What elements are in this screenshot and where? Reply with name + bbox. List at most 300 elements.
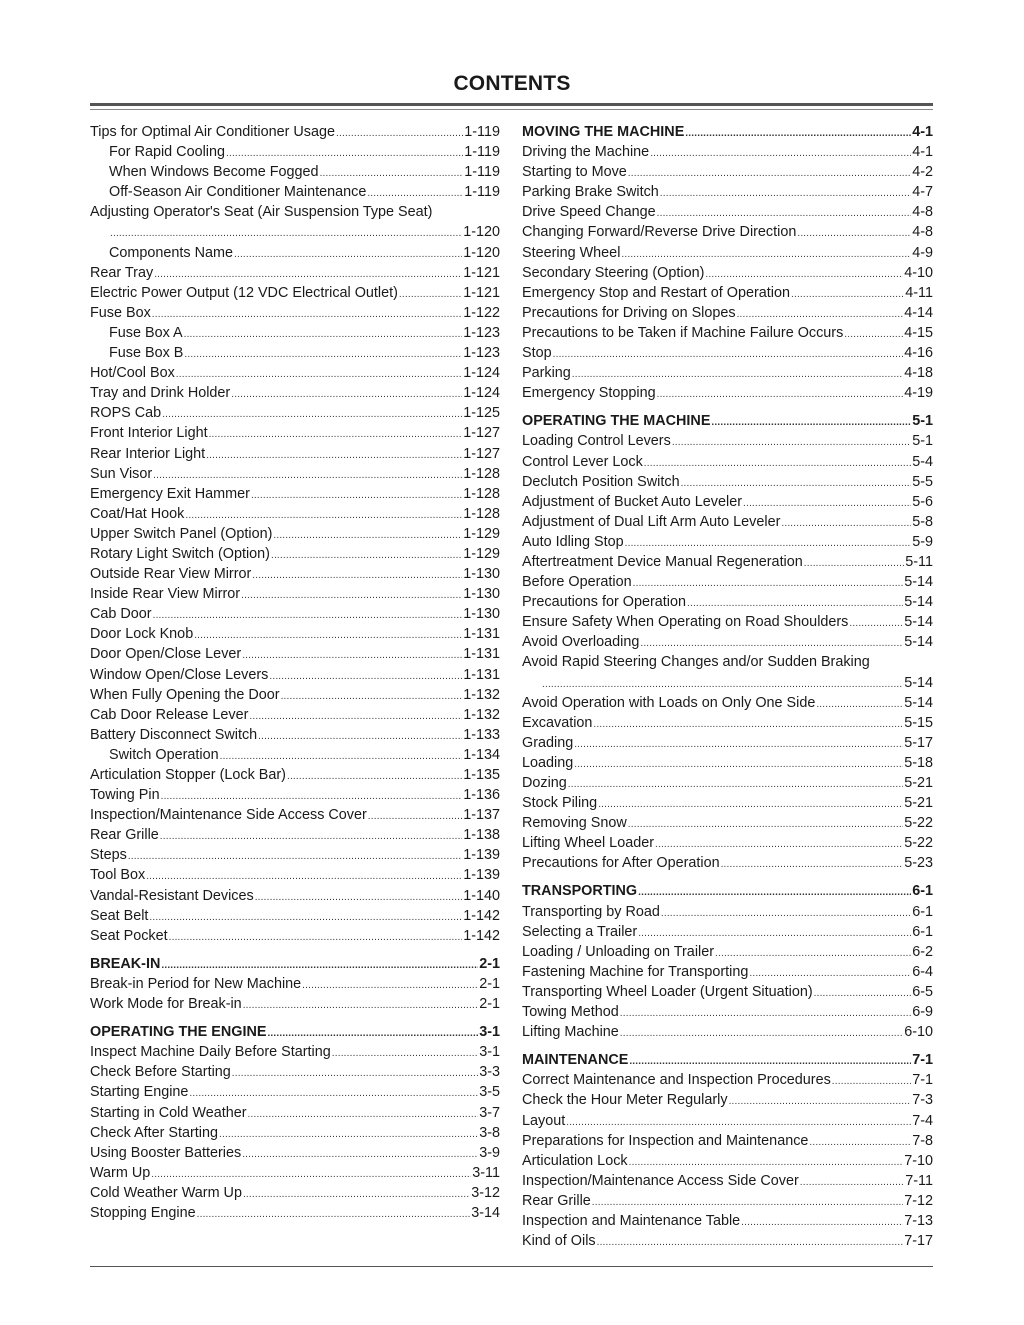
toc-entry-title: Check the Hour Meter Regularly (522, 1092, 728, 1109)
toc-entry-title: Coat/Hat Hook (90, 505, 185, 522)
toc-page-number: 1-127 (463, 425, 500, 442)
toc-entry (90, 886, 500, 906)
toc-entry-title: Outside Rear View Mirror (90, 566, 252, 583)
toc-page-number: 5-18 (904, 754, 933, 771)
toc-entry (90, 1062, 500, 1082)
dot-leader (234, 245, 462, 265)
dot-leader (242, 1145, 478, 1165)
dot-leader (655, 835, 903, 855)
toc-page-number: 1-119 (464, 144, 500, 161)
toc-page-number: 4-8 (912, 204, 933, 221)
toc-entry (522, 962, 933, 982)
toc-page-number: 3-7 (479, 1104, 500, 1121)
toc-entry (522, 472, 933, 492)
dot-leader (592, 1193, 903, 1213)
dot-leader (681, 474, 912, 494)
toc-left-column (90, 122, 500, 1223)
toc-entry (522, 572, 933, 592)
toc-entry-title: Precautions to be Taken if Machine Failure Occurs (522, 324, 844, 341)
dot-leader (729, 1092, 912, 1112)
dot-leader (711, 413, 911, 433)
toc-page-number: 3-8 (479, 1124, 500, 1141)
toc-page-number: 5-11 (905, 553, 933, 570)
toc-page-number: 1-130 (463, 586, 500, 603)
toc-page-number: 5-23 (904, 855, 933, 872)
toc-entry-title: Excavation (522, 714, 593, 731)
toc-page-number: 1-119 (464, 164, 500, 181)
dot-leader (657, 204, 912, 224)
dot-leader (185, 506, 462, 526)
dot-leader (781, 514, 911, 534)
toc-page-number: 1-142 (463, 907, 500, 924)
toc-page-number: 4-14 (904, 304, 933, 321)
toc-page-number: 4-16 (904, 345, 933, 362)
toc-section-heading (90, 954, 500, 974)
toc-page-number: 5-6 (912, 493, 933, 510)
toc-page-number: 5-22 (904, 815, 933, 832)
toc-page-number: 3-1 (479, 1044, 500, 1061)
toc-page-number: 1-124 (463, 365, 500, 382)
toc-entry (522, 1231, 933, 1251)
toc-entry (90, 363, 500, 383)
toc-page-number: 7-10 (904, 1152, 933, 1169)
toc-page-number: 7-3 (912, 1092, 933, 1109)
toc-entry (90, 926, 500, 946)
toc-entry-title: Dozing (522, 775, 567, 791)
toc-entry-title: Rear Tray (90, 264, 154, 281)
toc-page-number: 1-128 (463, 465, 500, 482)
toc-entry-title: Tray and Drink Holder (90, 385, 231, 402)
toc-entry-title: Adjusting Operator's Seat (Air Suspension Type Seat) (90, 204, 433, 221)
dot-leader (625, 534, 912, 554)
toc-entry (90, 202, 500, 222)
toc-entry (522, 1111, 933, 1131)
toc-entry (522, 813, 933, 833)
toc-right-column (522, 122, 933, 1251)
toc-page-number: 1-131 (463, 646, 500, 663)
dot-leader (220, 747, 463, 767)
toc-entry-title: Grading (522, 734, 574, 751)
toc-entry (90, 403, 500, 423)
toc-page-number: 1-128 (463, 485, 500, 502)
dot-leader (593, 715, 903, 735)
toc-entry (90, 564, 500, 584)
toc-entry (90, 994, 500, 1014)
dot-leader (598, 795, 903, 815)
toc-page-number: 1-133 (463, 726, 500, 743)
toc-entry-title: Rear Grille (90, 827, 159, 844)
toc-entry (90, 283, 500, 303)
toc-page-number: 7-1 (912, 1052, 933, 1069)
dot-leader (715, 944, 911, 964)
top-rule-thin (90, 109, 933, 110)
toc-entry-title: Vandal-Resistant Devices (90, 887, 254, 904)
toc-entry (522, 793, 933, 813)
toc-entry (90, 1143, 500, 1163)
toc-page-number: 1-130 (463, 606, 500, 623)
dot-leader (629, 1153, 904, 1173)
dot-leader (169, 928, 463, 948)
toc-entry-title: Emergency Stopping (522, 385, 656, 402)
toc-page-number: 4-7 (912, 184, 933, 201)
dot-leader (638, 924, 911, 944)
toc-entry (90, 604, 500, 624)
toc-entry-title: Ensure Safety When Operating on Road Shoulders (522, 614, 849, 631)
toc-entry-title: Adjustment of Dual Lift Arm Auto Leveler (522, 513, 781, 530)
toc-page-number: 1-120 (463, 224, 500, 241)
toc-page-number: 1-132 (463, 706, 500, 723)
toc-page-number: 7-11 (905, 1172, 933, 1189)
toc-entry-title: Tool Box (90, 867, 146, 884)
toc-page-number: 5-14 (904, 694, 933, 711)
toc-entry-title: Starting to Move (522, 164, 627, 181)
dot-leader (629, 1052, 911, 1072)
toc-entry (522, 243, 933, 263)
toc-entry (522, 1191, 933, 1211)
toc-page-number: 7-17 (904, 1233, 933, 1250)
dot-leader (209, 425, 463, 445)
toc-entry-title: Sun Visor (90, 465, 153, 482)
toc-entry (522, 1171, 933, 1191)
toc-page-number: 2-1 (479, 955, 500, 972)
dot-leader (816, 695, 903, 715)
toc-entry (522, 343, 933, 363)
toc-entry-title: Emergency Stop and Restart of Operation (522, 284, 790, 301)
toc-entry (522, 753, 933, 773)
toc-entry (522, 773, 933, 793)
toc-page-number: 1-130 (463, 566, 500, 583)
toc-entry-title: MOVING THE MACHINE (522, 124, 685, 140)
toc-entry (90, 845, 500, 865)
dot-leader (628, 815, 903, 835)
toc-entry-title: Loading Control Levers (522, 433, 671, 450)
dot-leader (184, 345, 462, 365)
toc-entry (522, 612, 933, 632)
toc-page-number: 4-11 (905, 284, 933, 301)
dot-leader (741, 1213, 903, 1233)
toc-entry (90, 825, 500, 845)
dot-leader (568, 775, 903, 795)
toc-page-number: 1-127 (463, 445, 500, 462)
toc-entry (522, 303, 933, 323)
dot-leader (255, 888, 462, 908)
dot-leader (638, 883, 911, 903)
toc-entry-title: Steps (90, 847, 127, 864)
dot-leader (320, 164, 464, 184)
toc-entry (522, 383, 933, 403)
toc-entry-title: Front Interior Light (90, 425, 208, 442)
dot-leader (661, 904, 911, 924)
toc-page-number: 1-120 (463, 244, 500, 261)
toc-entry-title: Preparations for Inspection and Maintenance (522, 1132, 809, 1149)
toc-entry (522, 1070, 933, 1090)
toc-page-number: 1-128 (463, 505, 500, 522)
toc-entry-title: Fuse Box A (109, 324, 183, 341)
toc-entry (90, 865, 500, 885)
dot-leader (161, 956, 478, 976)
toc-entry (522, 1022, 933, 1042)
toc-page-number: 6-1 (912, 903, 933, 920)
toc-section-heading (522, 122, 933, 142)
toc-page-number: 6-10 (904, 1024, 933, 1041)
toc-entry-title: Precautions for Driving on Slopes (522, 304, 736, 321)
dot-leader (248, 1105, 479, 1125)
dot-leader (258, 727, 462, 747)
toc-page-number: 5-14 (904, 594, 933, 611)
toc-entry (90, 243, 500, 263)
toc-entry (90, 805, 500, 825)
toc-entry-title: Kind of Oils (522, 1233, 596, 1250)
toc-entry (90, 1203, 500, 1223)
toc-entry (90, 323, 500, 343)
toc-entry (522, 202, 933, 222)
dot-leader (269, 667, 462, 687)
toc-entry-title: Precautions for After Operation (522, 855, 720, 872)
toc-entry (90, 1163, 500, 1183)
toc-entry (522, 632, 933, 652)
toc-page-number: 5-14 (904, 574, 933, 591)
toc-page-number: 6-2 (912, 943, 933, 960)
toc-page-number: 7-8 (912, 1132, 933, 1149)
toc-entry (90, 624, 500, 644)
toc-entry-title: Seat Pocket (90, 927, 168, 944)
toc-page-number: 1-124 (463, 385, 500, 402)
toc-entry (90, 484, 500, 504)
toc-entry-title: OPERATING THE MACHINE (522, 413, 711, 430)
dot-leader (620, 1004, 911, 1024)
toc-entry-title: Correct Maintenance and Inspection Procedures (522, 1072, 831, 1089)
toc-entry (90, 504, 500, 524)
toc-entry (90, 464, 500, 484)
toc-entry (522, 922, 933, 942)
toc-entry-title: Emergency Exit Hammer (90, 485, 250, 502)
toc-entry (90, 665, 500, 685)
toc-entry-title: Lifting Wheel Loader (522, 835, 654, 852)
toc-entry (522, 652, 933, 672)
toc-entry-title: Rear Grille (522, 1192, 591, 1209)
toc-page-number: 4-18 (904, 365, 933, 382)
toc-page-number: 1-142 (463, 927, 500, 944)
toc-entry (90, 685, 500, 705)
toc-entry-title: Check Before Starting (90, 1064, 231, 1081)
dot-leader (633, 574, 904, 594)
toc-entry (90, 1042, 500, 1062)
dot-leader (302, 976, 478, 996)
toc-entry (522, 452, 933, 472)
toc-page-number: 7-12 (904, 1192, 933, 1209)
dot-leader (161, 787, 463, 807)
dot-leader (809, 1133, 911, 1153)
toc-entry-title: Fuse Box B (109, 345, 184, 362)
toc-entry (90, 343, 500, 363)
toc-entry-title: Transporting Wheel Loader (Urgent Situation) (522, 983, 813, 1000)
dot-leader (271, 546, 462, 566)
toc-entry (522, 263, 933, 283)
toc-entry (90, 524, 500, 544)
toc-entry-title: Starting in Cold Weather (90, 1104, 247, 1121)
dot-leader (721, 855, 904, 875)
toc-section-heading (522, 881, 933, 901)
toc-entry-title: Inside Rear View Mirror (90, 586, 241, 603)
dot-leader (242, 646, 462, 666)
toc-entry-title: Using Booster Batteries (90, 1144, 242, 1161)
dot-leader (367, 184, 463, 204)
toc-entry (90, 765, 500, 785)
dot-leader (737, 305, 904, 325)
toc-entry-title: Stop (522, 345, 552, 362)
toc-entry-title: Control Lever Lock (522, 453, 643, 470)
toc-entry-title: Towing Method (522, 1004, 619, 1021)
toc-entry (522, 1090, 933, 1110)
dot-leader (657, 385, 904, 405)
toc-entry-title: Declutch Position Switch (522, 473, 680, 490)
toc-entry-title: Precautions for Operation (522, 594, 686, 611)
toc-entry-title: Articulation Stopper (Lock Bar) (90, 767, 286, 783)
toc-entry-title: Articulation Lock (522, 1152, 628, 1169)
dot-leader (844, 325, 903, 345)
toc-entry (90, 444, 500, 464)
dot-leader (189, 1084, 478, 1104)
dot-leader (574, 735, 903, 755)
toc-entry-title: Loading / Unloading on Trailer (522, 943, 715, 960)
toc-page-number: 1-121 (463, 264, 500, 281)
toc-entry (90, 182, 500, 202)
toc-entry (90, 745, 500, 765)
toc-entry-title: Starting Engine (90, 1084, 189, 1101)
toc-entry (522, 1002, 933, 1022)
dot-leader (749, 964, 911, 984)
toc-entry-title: Before Operation (522, 574, 632, 591)
toc-entry-title: Aftertreatment Device Manual Regeneration (522, 553, 803, 570)
toc-entry (90, 162, 500, 182)
toc-entry-title: Drive Speed Change (522, 204, 656, 221)
dot-leader (110, 224, 462, 244)
toc-page-number: 1-137 (463, 807, 500, 824)
toc-page-number: 5-1 (912, 433, 933, 450)
toc-page-number: 3-12 (471, 1184, 500, 1201)
toc-entry-title: Work Mode for Break-in (90, 996, 242, 1013)
toc-page-number: 5-5 (912, 473, 933, 490)
toc-page-number: 1-131 (463, 666, 500, 683)
toc-entry (90, 974, 500, 994)
toc-page-number: 7-4 (912, 1112, 933, 1129)
dot-leader (153, 606, 463, 626)
toc-entry-title: Cab Door Release Lever (90, 706, 249, 723)
toc-page-number: 5-14 (904, 674, 933, 691)
dot-leader (243, 996, 479, 1016)
toc-page-number: 1-129 (463, 525, 500, 542)
dot-leader (687, 594, 903, 614)
dot-leader (640, 634, 903, 654)
toc-entry (90, 584, 500, 604)
toc-entry-title: Cab Door (90, 606, 152, 623)
toc-entry-title: Window Open/Close Levers (90, 666, 269, 683)
toc-page-number: 5-15 (904, 714, 933, 731)
toc-entry-title: Secondary Steering (Option) (522, 264, 705, 281)
toc-page-number: 1-135 (463, 767, 500, 783)
toc-entry-title: Layout (522, 1112, 566, 1129)
dot-leader (804, 554, 905, 574)
toc-entry (522, 142, 933, 162)
toc-entry (522, 733, 933, 753)
page-title: CONTENTS (453, 72, 571, 95)
toc-entry (90, 1103, 500, 1123)
dot-leader (287, 767, 462, 787)
toc-entry (90, 1123, 500, 1143)
dot-leader (231, 385, 462, 405)
toc-page-number: 3-1 (479, 1024, 500, 1041)
toc-entry-title: When Windows Become Fogged (109, 164, 319, 181)
toc-entry-title: Rear Interior Light (90, 445, 206, 462)
dot-leader (800, 1173, 904, 1193)
dot-leader (644, 454, 911, 474)
toc-entry-title: Stopping Engine (90, 1204, 196, 1221)
toc-entry-title: ROPS Cab (90, 405, 162, 422)
toc-entry-title: Seat Belt (90, 907, 149, 924)
toc-entry-title: Adjustment of Bucket Auto Leveler (522, 493, 742, 510)
toc-entry-title: Transporting by Road (522, 903, 660, 920)
toc-entry-title: Inspection and Maintenance Table (522, 1212, 741, 1229)
toc-page-number: 3-3 (479, 1064, 500, 1081)
toc-entry-title: Parking (522, 365, 571, 382)
toc-entry-title: BREAK-IN (90, 955, 161, 972)
toc-page-number: 5-1 (912, 413, 933, 430)
dot-leader (194, 626, 462, 646)
toc-entry-title: MAINTENANCE (522, 1052, 629, 1069)
dot-leader (146, 867, 462, 887)
dot-leader (336, 124, 463, 144)
toc-entry-title: Lifting Machine (522, 1024, 619, 1041)
dot-leader (160, 827, 462, 847)
toc-entry (90, 383, 500, 403)
toc-entry (90, 263, 500, 283)
dot-leader (252, 566, 462, 586)
toc-entry-title: For Rapid Cooling (109, 144, 225, 161)
dot-leader (542, 675, 903, 695)
toc-page-number: 1-119 (464, 124, 500, 140)
toc-entry (522, 363, 933, 383)
dot-leader (628, 164, 911, 184)
toc-entry (522, 552, 933, 572)
toc-entry-title: Stock Piling (522, 795, 598, 812)
toc-page-number: 1-140 (463, 887, 500, 904)
dot-leader (566, 1113, 911, 1133)
dot-leader (705, 265, 903, 285)
dot-leader (151, 1165, 471, 1185)
toc-entry (90, 142, 500, 162)
toc-entry-title: Towing Pin (90, 787, 160, 804)
toc-entry (90, 222, 500, 242)
toc-entry-title: Fuse Box (90, 304, 151, 321)
dot-leader (176, 365, 462, 385)
toc-entry-title: Changing Forward/Reverse Drive Direction (522, 224, 797, 241)
dot-leader (650, 144, 911, 164)
toc-page-number: 7-13 (904, 1212, 933, 1229)
dot-leader (368, 807, 462, 827)
toc-entry (522, 182, 933, 202)
toc-entry (90, 1183, 500, 1203)
toc-entry-title: Removing Snow (522, 815, 627, 832)
toc-entry (522, 1151, 933, 1171)
dot-leader (399, 285, 462, 305)
toc-entry (522, 1131, 933, 1151)
toc-page-number: 5-21 (904, 775, 933, 791)
toc-entry (522, 323, 933, 343)
toc-entry-title: Avoid Rapid Steering Changes and/or Sudden Braking (522, 654, 870, 671)
toc-entry (90, 423, 500, 443)
dot-leader (219, 1125, 478, 1145)
toc-entry-title: Inspection/Maintenance Side Access Cover (90, 807, 367, 824)
